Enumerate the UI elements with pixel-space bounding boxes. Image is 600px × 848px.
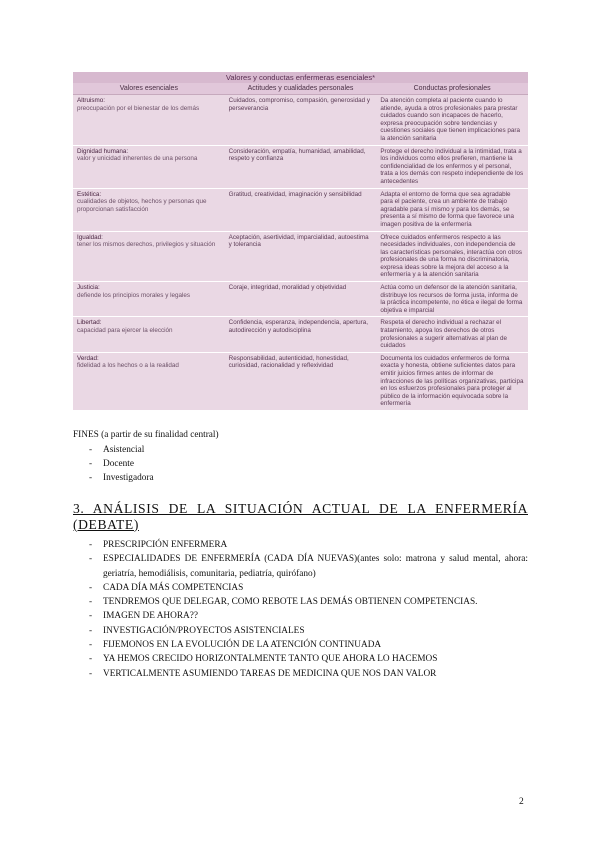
value-cell xyxy=(73,145,225,188)
table-body xyxy=(73,95,528,411)
value-name: Verdad: xyxy=(77,354,99,362)
conduct-cell: Ofrece cuidados enfermeros respecto a las necesidades individuales, con independencia de las características personales, interactúa con otros profesionales de una forma no discriminatoria, expresa ideas sobre la mejora del acceso a la enfermería y a la atención sanitaria xyxy=(376,231,528,282)
value-cell xyxy=(73,231,225,282)
value-description: capacidad para ejercer la elección xyxy=(77,327,173,335)
table-row xyxy=(73,95,528,146)
column-header-attitudes: Actitudes y cualidades personales xyxy=(225,83,377,95)
table-row xyxy=(73,352,528,410)
values-table xyxy=(73,72,528,411)
table-row xyxy=(73,317,528,352)
conduct-cell: Actúa como un defensor de la atención sanitaria, distribuye los recursos de forma justa, informa de la práctica incompetente, no ética e ilegal de forma objetiva e imparcial xyxy=(376,282,528,317)
column-header-values: Valores esenciales xyxy=(73,83,225,95)
value-description: defiende los principios morales y legales xyxy=(77,291,191,299)
table-title: Valores y conductas enfermeras esenciales* xyxy=(73,72,528,83)
table-row xyxy=(73,188,528,231)
table-row xyxy=(73,282,528,317)
values-table-image xyxy=(73,72,528,411)
conduct-cell: Respeta el derecho individual a rechazar el tratamiento, apoya los derechos de otros profesionales a sugerir alternativas al plan de cuidados xyxy=(376,317,528,352)
conduct-cell: Da atención completa al paciente cuando lo atiende, ayuda a otros profesionales para prestar cuidados cuando son incapaces de hacerlo, expresa preocupación sobre tendencias y cuestiones sociales que tienen implicaciones para la atención sanitaria xyxy=(376,95,528,146)
attitudes-cell: Gratitud, creatividad, imaginación y sensibilidad xyxy=(225,188,377,231)
attitudes-cell: Aceptación, asertividad, imparcialidad, autoestima y tolerancia xyxy=(225,231,377,282)
value-name: Altruismo: xyxy=(77,97,105,104)
value-cell xyxy=(73,352,225,410)
list-item: - Docente xyxy=(73,457,154,471)
attitudes-cell: Responsabilidad, autenticidad, honestidad, curiosidad, racionalidad y reflexividad xyxy=(225,352,377,410)
analysis-list xyxy=(73,538,528,681)
value-cell xyxy=(73,188,225,231)
value-description: cualidades de objetos, hechos y personas que proporcionan satisfacción xyxy=(77,198,207,213)
conduct-cell: Protege el derecho individual a la intimidad, trata a los individuos como ellos prefieren, mantiene la confidencialidad de los enfermos y el personal, trata a los demás con respeto independiente de los antecedentes xyxy=(376,145,528,188)
attitudes-cell: Confidencia, esperanza, independencia, apertura, autodirección y autodisciplina xyxy=(225,317,377,352)
value-cell xyxy=(73,282,225,317)
value-description: fidelidad a los hechos o a la realidad xyxy=(77,362,179,370)
table-row xyxy=(73,231,528,282)
list-item: - YA HEMOS CRECIDO HORIZONTALMENTE TANTO QUE AHORA LO HACEMOS xyxy=(73,652,528,666)
list-item: - CADA DÍA MÁS COMPETENCIAS xyxy=(73,581,528,595)
attitudes-cell: Consideración, empatía, humanidad, amabilidad, respeto y confianza xyxy=(225,145,377,188)
list-item: - VERTICALMENTE ASUMIENDO TAREAS DE MEDICINA QUE NOS DAN VALOR xyxy=(73,667,528,681)
fines-title: FINES (a partir de su finalidad central) xyxy=(73,430,219,440)
list-item: - PRESCRIPCIÓN ENFERMERA xyxy=(73,538,528,552)
page-number: 2 xyxy=(519,797,524,807)
value-cell xyxy=(73,95,225,146)
list-item: - FIJEMONOS EN LA EVOLUCIÓN DE LA ATENCIÓN CONTINUADA xyxy=(73,638,528,652)
column-header-conduct: Conductas profesionales xyxy=(376,83,528,95)
list-item: - TENDREMOS QUE DELEGAR, COMO REBOTE LAS DEMÁS OBTIENEN COMPETENCIAS. xyxy=(73,595,528,609)
value-description: tener los mismos derechos, privilegios y situación xyxy=(77,241,216,249)
table-row xyxy=(73,145,528,188)
value-name: Justicia: xyxy=(77,284,100,292)
attitudes-cell: Cuidados, compromiso, compasión, generosidad y perseverancia xyxy=(225,95,377,146)
value-description: valor y unicidad inherentes de una persona xyxy=(77,155,198,163)
section-heading: 3. ANÁLISIS DE LA SITUACIÓN ACTUAL DE LA ENFERMERÍA (DEBATE) xyxy=(73,501,528,532)
value-name: Estética: xyxy=(77,190,102,198)
fines-list xyxy=(73,443,154,485)
value-name: Dignidad humana: xyxy=(77,147,129,155)
list-item: - Asistencial xyxy=(73,443,154,457)
list-item: - Investigadora xyxy=(73,471,154,485)
value-name: Libertad: xyxy=(77,319,102,327)
list-item: - ESPECIALIDADES DE ENFERMERÍA (CADA DÍA NUEVAS)(antes solo: matrona y salud mental, ahora: geriatría, hemodiálisis, comunitaria, pediatría, quirófano) xyxy=(73,552,528,581)
conduct-cell: Adapta el entorno de forma que sea agradable para el paciente, crea un ambiente de trabajo agradable para sí mismo y para los demás, se presenta a sí mismo de forma que favorece una imagen positiva de la enfermería xyxy=(376,188,528,231)
conduct-cell: Documenta los cuidados enfermeros de forma exacta y honesta, obtiene suficientes datos para emitir juicios firmes antes de informar de infracciones de las políticas organizativas, participa en los esfuerzos profesionales para proteger al público de la información equivocada sobre la enfermería xyxy=(376,352,528,410)
value-description: preocupación por el bienestar de los demás xyxy=(77,104,200,112)
attitudes-cell: Coraje, integridad, moralidad y objetividad xyxy=(225,282,377,317)
list-item: - IMAGEN DE AHORA?? xyxy=(73,609,528,623)
list-item: - INVESTIGACIÓN/PROYECTOS ASISTENCIALES xyxy=(73,624,528,638)
value-cell xyxy=(73,317,225,352)
value-name: Igualdad: xyxy=(77,233,103,241)
